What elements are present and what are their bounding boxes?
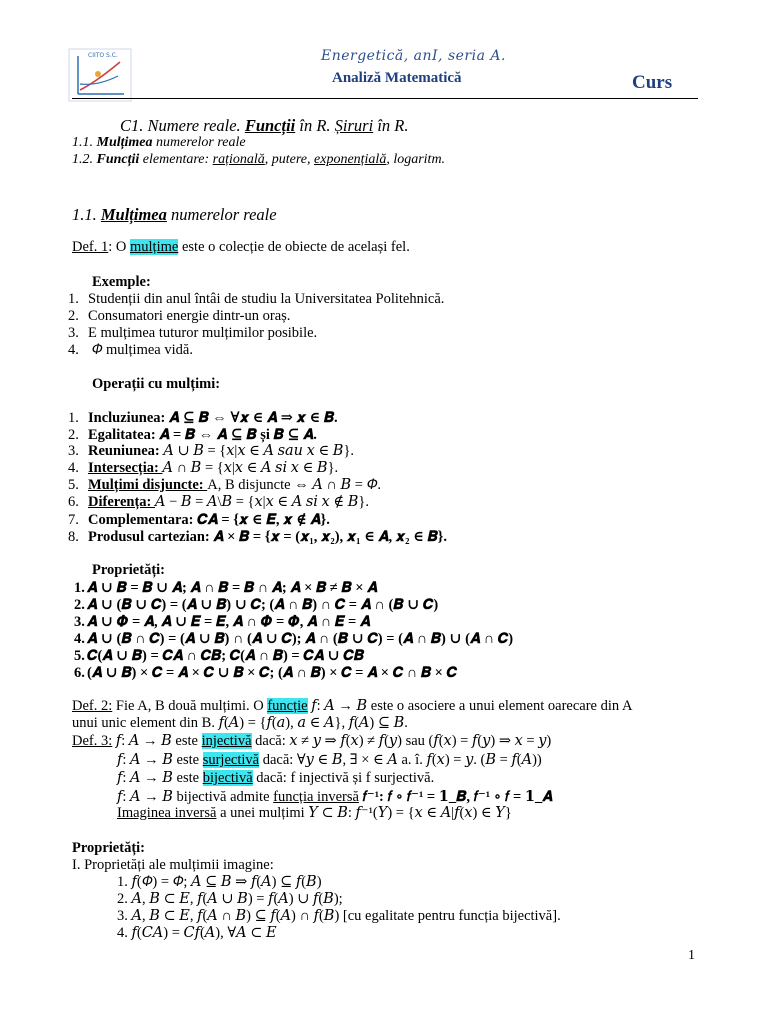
logo-text: CIITO S.C. <box>88 52 118 59</box>
definition-3-bijective: 𝑓: 𝐴 → 𝐵 este bijectivă dacă: f injectivă și f surjectivă. <box>117 770 435 786</box>
operations-title: Operații cu mulțimi: <box>92 376 221 392</box>
example-item: 3. E mulțimea tuturor mulțimilor posibile. <box>68 325 318 341</box>
definition-3-inverse-image: Imaginea inversă a unei mulțimi 𝑌 ⊂ 𝐵: 𝑓⁻¹(𝑌) = {𝑥 ∈ 𝐴|𝑓(𝑥) ∈ 𝑌} <box>117 805 512 821</box>
image-property-item: 4. 𝑓(𝐶𝐴) = 𝐶𝑓(𝐴), ∀𝐴 ⊂ 𝐸 <box>117 925 277 941</box>
operation-item: 6. Diferența: 𝐴 − 𝐵 = 𝐴\𝐵 = {𝑥|𝑥 ∈ 𝐴 𝑠𝑖 𝑥 ∉ 𝐵}. <box>68 494 369 510</box>
property-item: 2. 𝑨 ∪ (𝑩 ∪ 𝑪) = (𝑨 ∪ 𝑩) ∪ 𝑪; (𝑨 ∩ 𝑩) ∩ 𝑪 = 𝑨 ∩ (𝑩 ∪ 𝑪) <box>74 597 439 613</box>
operation-item: 3. Reuniunea: 𝐴 ∪ 𝐵 = {𝑥|𝑥 ∈ 𝐴 𝑠𝑎𝑢 𝑥 ∈ 𝐵}. <box>68 443 355 459</box>
definition-3: Def. 3: 𝑓: 𝐴 → 𝐵 este injectivă dacă: 𝑥 ≠ 𝑦 ⇒ 𝑓(𝑥) ≠ 𝑓(𝑦) sau (𝑓(𝑥) = 𝑓(𝑦) ⇒ 𝑥 = 𝑦) <box>72 733 552 749</box>
properties-title: Proprietăți: <box>92 562 166 578</box>
operation-item: 2. Egalitatea: 𝑨 = 𝑩 ⇔ 𝑨 ⊆ 𝑩 și 𝑩 ⊆ 𝑨. <box>68 427 317 443</box>
toc-item-2: 1.2. Funcții elementare: rațională, putere, exponențială, logaritm. <box>72 152 446 167</box>
header-curs: Curs <box>632 72 673 93</box>
property-item: 1. 𝑨 ∪ 𝑩 = 𝑩 ∪ 𝑨; 𝑨 ∩ 𝑩 = 𝑩 ∩ 𝑨; 𝑨 × 𝑩 ≠ 𝑩 × 𝑨 <box>74 580 378 596</box>
header-divider <box>72 98 698 99</box>
operation-item: 7. Complementara: 𝑪𝑨 = {𝒙 ∈ 𝑬, 𝒙 ∉ 𝑨}. <box>68 512 330 528</box>
property-item: 4. 𝑨 ∪ (𝑩 ∩ 𝑪) = (𝑨 ∪ 𝑩) ∩ (𝑨 ∪ 𝑪); 𝑨 ∩ (𝑩 ∪ 𝑪) = (𝑨 ∩ 𝑩) ∪ (𝑨 ∩ 𝑪) <box>74 631 514 647</box>
definition-2: Def. 2: Fie A, B două mulțimi. O funcție 𝑓: 𝐴 → 𝐵 este o asociere a unui element oarecare din A <box>72 698 633 714</box>
page-number: 1 <box>688 948 695 963</box>
header-subject: Analiză Matematică <box>332 70 462 86</box>
definition-3-surjective: 𝑓: 𝐴 → 𝐵 este surjectivă dacă: ∀𝑦 ∈ 𝐵, ∃ × ∈ 𝐴 a. î. 𝑓(𝑥) = 𝑦. (𝐵 = 𝑓(𝐴)) <box>117 752 542 768</box>
property-item: 6. (𝑨 ∪ 𝑩) × 𝑪 = 𝑨 × 𝑪 ∪ 𝑩 × 𝑪; (𝑨 ∩ 𝑩) × 𝑪 = 𝑨 × 𝑪 ∩ 𝑩 × 𝑪 <box>74 665 457 681</box>
property-item: 5. 𝑪(𝑨 ∪ 𝑩) = 𝑪𝑨 ∩ 𝑪𝑩; 𝑪(𝑨 ∩ 𝑩) = 𝑪𝑨 ∪ 𝑪𝑩 <box>74 648 364 664</box>
image-property-item: 2. 𝐴, 𝐵 ⊂ 𝐸, 𝑓(𝐴 ∪ 𝐵) = 𝑓(𝐴) ∪ 𝑓(𝐵); <box>117 891 343 907</box>
definition-1: Def. 1: O mulțime este o colecție de obiecte de același fel. <box>72 239 410 255</box>
examples-title: Exemple: <box>92 274 151 290</box>
image-property-item: 3. 𝐴, 𝐵 ⊂ 𝐸, 𝑓(𝐴 ∩ 𝐵) ⊆ 𝑓(𝐴) ∩ 𝑓(𝐵) [cu egalitate pentru funcția bijectivă]. <box>117 908 561 924</box>
image-property-item: 1. 𝑓(𝛷) = 𝛷; 𝐴 ⊆ 𝐵 ⇒ 𝑓(𝐴) ⊆ 𝑓(𝐵) <box>117 874 322 890</box>
definition-2-line2: unui unic element din B. 𝑓(𝐴) = {𝑓(𝑎), 𝑎 ∈ 𝐴}, 𝑓(𝐴) ⊆ 𝐵. <box>72 715 408 731</box>
operation-item: 4. Intersecția: 𝐴 ∩ 𝐵 = {𝑥|𝑥 ∈ 𝐴 𝑠𝑖 𝑥 ∈ 𝐵}. <box>68 460 339 476</box>
property-item: 3. 𝑨 ∪ 𝜱 = 𝑨, 𝑨 ∪ 𝑬 = 𝑬, 𝑨 ∩ 𝜱 = 𝜱, 𝑨 ∩ 𝑬 = 𝑨 <box>74 614 371 630</box>
example-item: 4. 𝛷 mulțimea vidă. <box>68 342 193 358</box>
toc-item-1: 1.1. Mulțimea numerelor reale <box>72 135 246 150</box>
properties-2-title: Proprietăți: <box>72 840 146 856</box>
university-logo <box>68 48 132 102</box>
chapter-title: C1. Numere reale. Funcții în R. Șiruri în R. <box>120 116 409 135</box>
example-item: 2. Consumatori energie dintr-un oraș. <box>68 308 291 324</box>
operation-item: 8. Produsul cartezian: 𝑨 × 𝑩 = {𝒙 = (𝒙₁, 𝒙₂), 𝒙₁ ∈ 𝑨, 𝒙₂ ∈ 𝑩}. <box>68 529 447 545</box>
operation-item: 5. Mulțimi disjuncte: A, B disjuncte ⇔ 𝐴 ∩ 𝐵 = 𝛷. <box>68 477 381 493</box>
definition-3-inverse: 𝑓: 𝐴 → 𝐵 bijectivă admite funcția inversă 𝑓⁻¹: 𝑓 ∘ 𝑓⁻¹ = 𝟏_𝑩, 𝑓⁻¹ ∘ 𝑓 = 𝟏_𝑨 <box>117 789 553 805</box>
properties-2-subtitle: I. Proprietăți ale mulțimii imagine: <box>72 857 274 873</box>
operation-item: 1. Incluziunea: 𝑨 ⊆ 𝑩 ⇔ ∀𝒙 ∈ 𝑨 ⇒ 𝒙 ∈ 𝑩. <box>68 410 338 426</box>
header-course-info: Energetică, anI, seria A. <box>321 48 506 64</box>
section-heading: 1.1. Mulțimea numerelor reale <box>72 205 277 224</box>
example-item: 1. Studenții din anul întâi de studiu la Universitatea Politehnică. <box>68 291 445 307</box>
